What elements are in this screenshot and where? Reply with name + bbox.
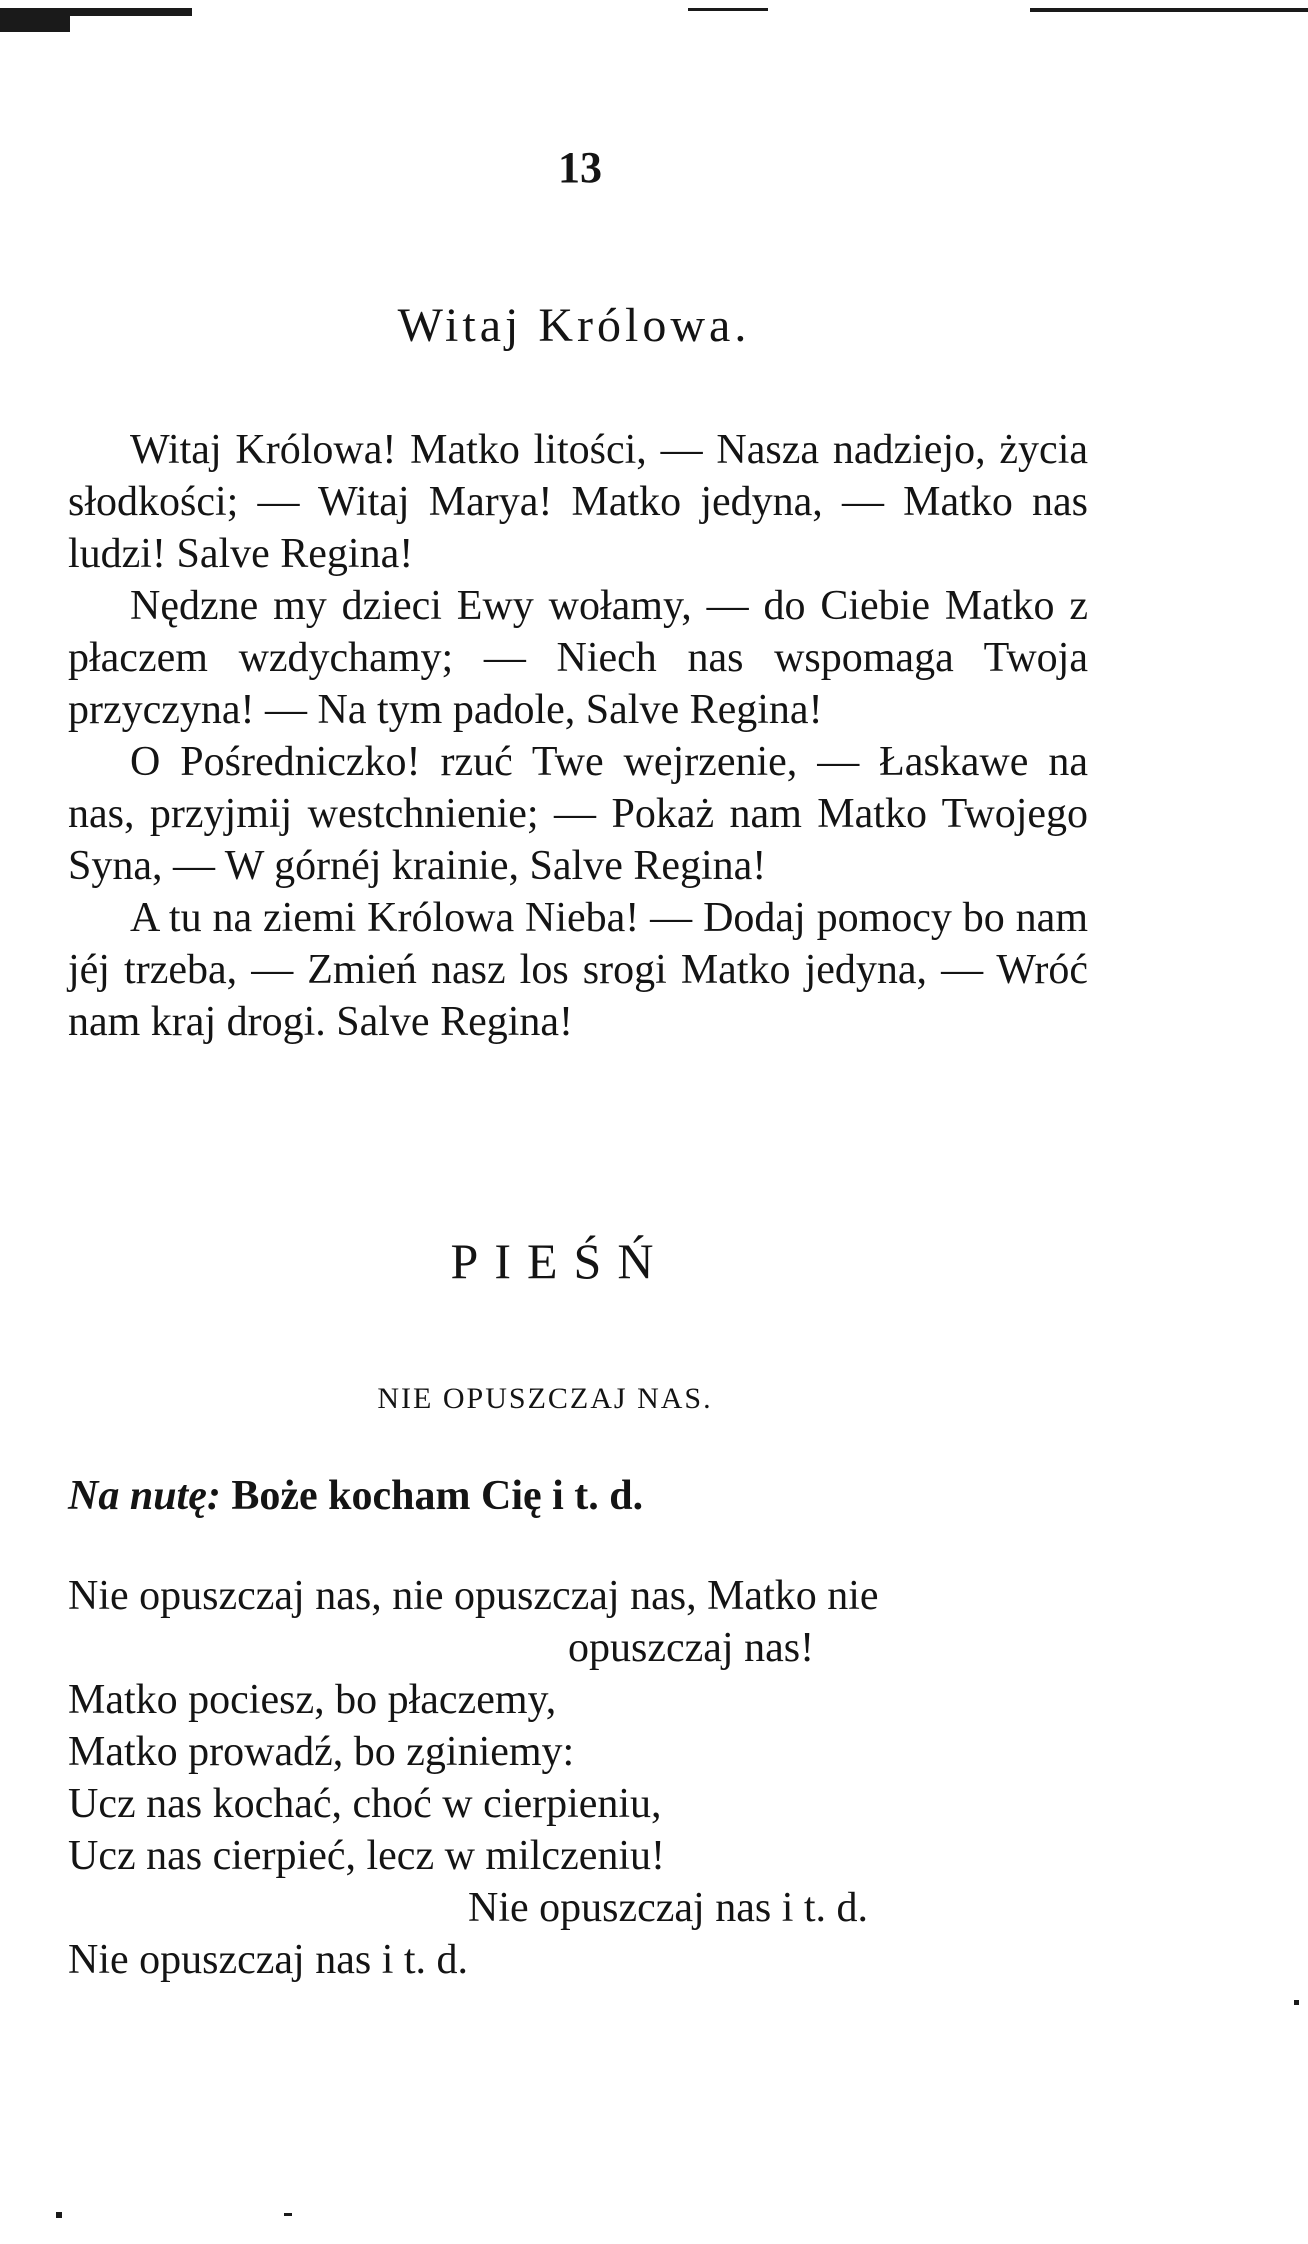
song-line-5: Ucz nas kochać, choć w cierpieniu, <box>68 1781 662 1827</box>
prayer-text <box>68 424 1088 1048</box>
song-refrain: Nie opuszczaj nas i t. d. <box>468 1885 869 1931</box>
prayer-stanza-4: A tu na ziemi Królowa Nieba! — Dodaj pomocy bo nam jéj trzeba, — Zmień nasz los srogi Matko jedyna, — Wróć nam kraj drogi. Salve Regina! <box>68 895 1088 1045</box>
prayer-title: Witaj Królowa. <box>397 299 751 352</box>
scan-mark-bottom-dot <box>56 2212 62 2218</box>
song-line-6: Ucz nas cierpieć, lecz w milczeniu! <box>68 1833 666 1879</box>
scan-mark-top-center <box>688 8 768 11</box>
song-title: PIEŚŃ <box>450 1233 670 1289</box>
song-line-8: Nie opuszczaj nas i t. d. <box>68 1937 469 1983</box>
prayer-stanza-1: Witaj Królowa! Matko litości, — Nasza nadziejo, życia słodkości; — Witaj Marya! Matko jedyna, — Matko nas ludzi! Salve Regina! <box>68 427 1088 577</box>
page-number: 13 <box>558 143 602 192</box>
song-line-4: Matko prowadź, bo zginiemy: <box>68 1729 575 1775</box>
song-text <box>68 1570 1108 1986</box>
song-subtitle: NIE OPUSZCZAJ NAS. <box>377 1382 713 1415</box>
song-line-3: Matko pociesz, bo płaczemy, <box>68 1677 557 1723</box>
melody-line <box>68 1472 643 1520</box>
melody-lead: Na nutę: <box>68 1473 221 1519</box>
scan-mark-top-right <box>1030 8 1308 12</box>
song-line-2: opuszczaj nas! <box>568 1625 815 1671</box>
prayer-stanza-2: Nędzne my dzieci Ewy wołamy, — do Ciebie Matko z płaczem wzdychamy; — Niech nas wspomaga Twoja przyczyna! — Na tym padole, Salve Regina! <box>68 583 1088 733</box>
scan-mark-bottom-dash <box>284 2213 292 2216</box>
song-line-1: Nie opuszczaj nas, nie opuszczaj nas, Matko nie <box>68 1573 879 1619</box>
scan-mark-top-left-2 <box>0 16 70 32</box>
prayer-stanza-3: O Pośredniczko! rzuć Twe wejrzenie, — Łaskawe na nas, przyjmij westchnienie; — Pokaż nam Matko Twojego Syna, — W górnéj krainie, Salve Regina! <box>68 739 1088 889</box>
scan-mark-right-dot <box>1294 2000 1299 2005</box>
melody-text: Boże kocham Cię i t. d. <box>220 1473 644 1519</box>
scan-mark-top-left <box>0 8 192 16</box>
